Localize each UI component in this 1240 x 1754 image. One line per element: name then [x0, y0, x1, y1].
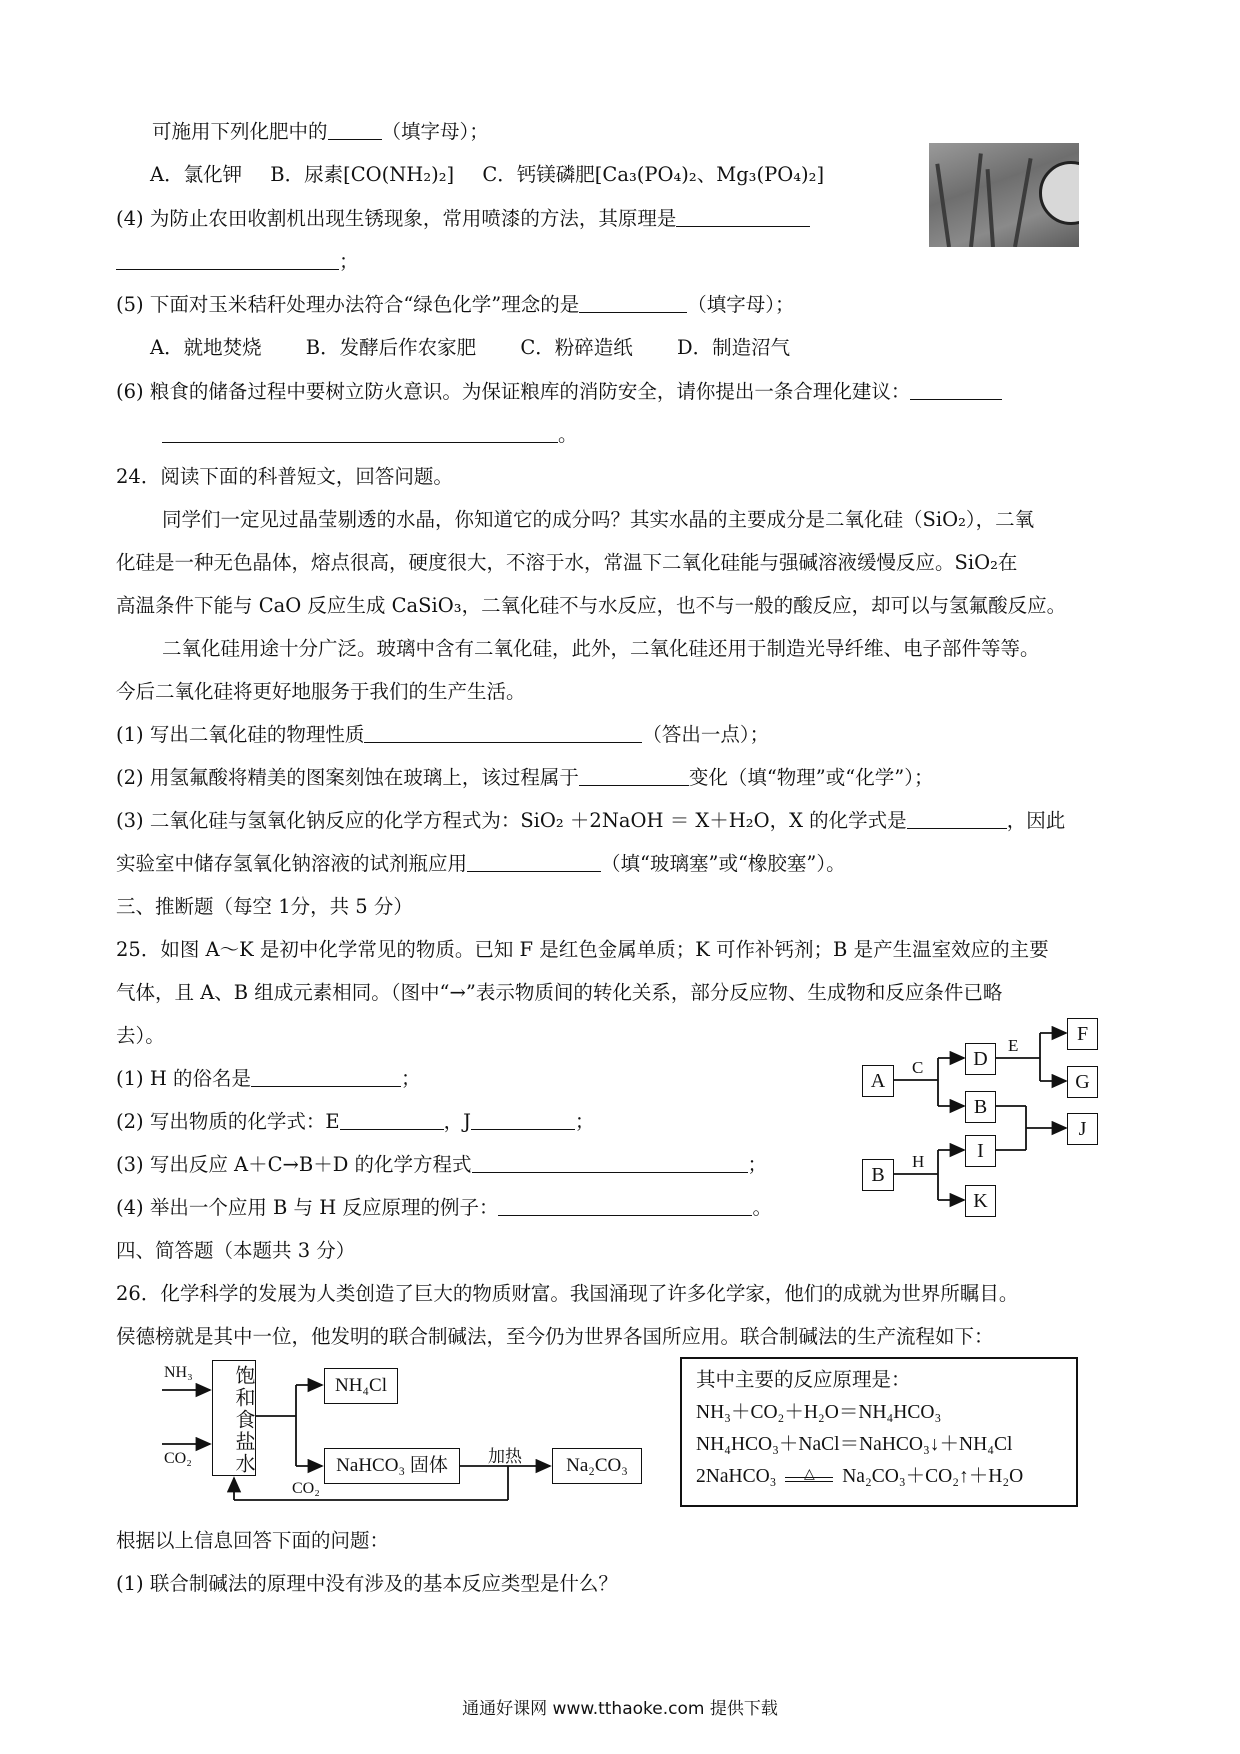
q25-4-text: (4) 举出一个应用 B 与 H 反应原理的例子： — [116, 1196, 499, 1219]
answer-blank[interactable] — [364, 722, 642, 743]
reaction-2: NH₄HCO₃＋NaCl＝NaHCO₃↓＋NH₄Cl — [696, 1434, 1013, 1455]
q23-6 — [116, 378, 1002, 406]
q24-1 — [116, 721, 769, 749]
corn-field-photo — [929, 143, 1079, 247]
q24-para2-line1: 二氧化硅用途十分广泛。玻璃中含有二氧化硅，此外，二氧化硅还用于制造光导纤维、电子部件等等。 — [162, 637, 1040, 660]
answer-blank[interactable] — [162, 422, 558, 443]
reaction-principle-box — [680, 1357, 1078, 1507]
answer-blank[interactable] — [579, 765, 689, 786]
node-k: K — [965, 1185, 996, 1217]
q24-para1-line2: 化硅是一种无色晶体，熔点很高，硬度很大，不溶于水，常温下二氧化硅能与强碱溶液缓慢反应。SiO₂在 — [116, 551, 1018, 574]
q23-6-text: (6) 粮食的储备过程中要树立防火意识。为保证粮库的消防安全，请你提出一条合理化建议： — [116, 380, 911, 403]
label-h: H — [912, 1152, 925, 1171]
q23-6-cont — [162, 421, 578, 449]
q25-4-end: 。 — [752, 1196, 772, 1219]
nahco3-solid: NaHCO₃ 固体 — [324, 1448, 460, 1484]
answer-blank[interactable] — [251, 1066, 401, 1087]
node-i: I — [965, 1135, 996, 1167]
answer-blank[interactable] — [471, 1109, 575, 1130]
q23-line1-text: 可施用下列化肥中的 — [152, 120, 328, 143]
section-3-heading: 三、推断题（每空 1分，共 5 分） — [116, 895, 413, 918]
co2-input-label: CO₂ — [164, 1450, 192, 1467]
heating-condition — [785, 1467, 833, 1482]
answer-blank[interactable] — [907, 808, 1007, 829]
answer-blank[interactable] — [340, 1109, 444, 1130]
q25-2-text: (2) 写出物质的化学式：E — [116, 1110, 340, 1133]
q24-3-cont-text: 实验室中储存氢氧化钠溶液的试剂瓶应用 — [116, 852, 468, 875]
section-4-heading: 四、简答题（本题共 3 分） — [116, 1239, 356, 1262]
option-c: C．粉碎造纸 — [520, 336, 633, 359]
q25-2-end: ； — [574, 1110, 595, 1133]
option-d: D．制造沼气 — [676, 336, 791, 359]
q24-1-end: （答出一点）； — [642, 723, 770, 746]
q24-2-text: (2) 用氢氟酸将精美的图案刻蚀在玻璃上，该过程属于 — [116, 766, 579, 789]
q23-4-cont — [116, 248, 359, 276]
q23-5-end: （填字母）； — [687, 293, 795, 316]
brine-tank: 饱和食盐水 — [212, 1360, 256, 1476]
answer-blank[interactable] — [467, 851, 601, 872]
answer-blank[interactable] — [676, 206, 810, 227]
reaction-box-title: 其中主要的反应原理是： — [696, 1370, 911, 1391]
q24-3-text: (3) 二氧化硅与氢氧化钠反应的化学方程式为：SiO₂ ＋2NaOH ＝ X＋H₂O，X 的化学式是 — [116, 809, 907, 832]
answer-blank[interactable] — [579, 292, 687, 313]
answer-blank[interactable] — [498, 1195, 752, 1216]
node-b: B — [965, 1091, 996, 1123]
q26-prompt: 根据以上信息回答下面的问题： — [116, 1529, 390, 1552]
co2-recycle-label: CO₂ — [292, 1480, 320, 1497]
q25-line3: 去）。 — [116, 1024, 165, 1047]
delta-symbol: △ — [803, 1467, 815, 1482]
node-a: A — [862, 1065, 894, 1097]
option-b: B．发酵后作农家肥 — [305, 336, 477, 359]
answer-blank[interactable] — [472, 1152, 748, 1173]
option-a: A．就地焚烧 — [150, 336, 262, 359]
reaction-1: NH₃＋CO₂＋H₂O＝NH₄HCO₃ — [696, 1402, 942, 1423]
q25-2-mid: ，J — [443, 1110, 471, 1133]
q25-4 — [116, 1194, 772, 1222]
answer-blank[interactable] — [910, 379, 1002, 400]
q24-para2-line2: 今后二氧化硅将更好地服务于我们的生产生活。 — [116, 680, 526, 703]
node-d: D — [965, 1043, 996, 1075]
q24-para1-line1: 同学们一定见过晶莹剔透的水晶，你知道它的成分吗？其实水晶的主要成分是二氧化硅（SiO₂），二氧 — [162, 508, 1035, 531]
node-g: G — [1067, 1066, 1098, 1098]
q23-4-text: (4) 为防止农田收割机出现生锈现象，常用喷漆的方法，其原理是 — [116, 207, 677, 230]
answer-blank[interactable] — [116, 249, 339, 270]
q24-2-end: 变化（填“物理”或“化学”）； — [688, 766, 934, 789]
q23-options — [150, 161, 824, 189]
q23-5-text: (5) 下面对玉米秸秆处理办法符合“绿色化学”理念的是 — [116, 293, 580, 316]
q23-6-end: 。 — [558, 423, 578, 446]
option-a: A．氯化钾 — [150, 163, 243, 186]
nh4cl-product: NH₄Cl — [324, 1368, 398, 1404]
q23-4-end: ； — [339, 250, 359, 273]
q26-line1: 26．化学科学的发展为人类创造了巨大的物质财富。我国涌现了许多化学家，他们的成就为世界所瞩目。 — [116, 1282, 1019, 1305]
q25-1-text: (1) H 的俗名是 — [116, 1067, 252, 1090]
q25-3-end: ； — [747, 1153, 768, 1176]
q23-line1-end: （填字母）； — [381, 120, 489, 143]
q25-3 — [116, 1151, 767, 1179]
q24-3 — [116, 807, 1065, 835]
q24-3-cont-end: （填“玻璃塞”或“橡胶塞”）。 — [601, 852, 846, 875]
q25-2 — [116, 1108, 594, 1136]
q25-line2: 气体，且 A、B 组成元素相同。（图中“→”表示物质间的转化关系，部分反应物、生成物和反应条件已略 — [116, 981, 1003, 1004]
node-j: J — [1067, 1113, 1098, 1145]
reaction-3 — [696, 1461, 1076, 1493]
q24-1-text: (1) 写出二氧化硅的物理性质 — [116, 723, 365, 746]
q23-4 — [116, 205, 810, 233]
q24-3-end: ，因此 — [1006, 809, 1066, 832]
node-f: F — [1067, 1018, 1098, 1050]
diagram-connectors — [860, 1014, 1150, 1224]
q26-1: (1) 联合制碱法的原理中没有涉及的基本反应类型是什么？ — [116, 1572, 618, 1595]
q25-line1: 25．如图 A～K 是初中化学常见的物质。已知 F 是红色金属单质；K 可作补钙剂；B 是产生温室效应的主要 — [116, 938, 1049, 961]
reaction-3-left: 2NaHCO₃ — [696, 1466, 777, 1487]
na2co3-product: Na₂CO₃ — [552, 1448, 642, 1484]
q25-relation-diagram — [860, 1014, 1150, 1224]
q24-3-cont — [116, 850, 846, 878]
q23-line1 — [152, 118, 489, 146]
q25-1-end: ； — [401, 1067, 421, 1090]
q26-line2: 侯德榜就是其中一位，他发明的联合制碱法，至今仍为世界各国所应用。联合制碱法的生产流程如下： — [116, 1325, 994, 1348]
corn-plant-inset — [1039, 161, 1079, 225]
q24-title: 24．阅读下面的科普短文，回答问题。 — [116, 465, 453, 488]
heating-label: 加热 — [488, 1447, 522, 1467]
q23-5 — [116, 291, 795, 319]
reaction-3-right: Na₂CO₃＋CO₂↑＋H₂O — [842, 1466, 1024, 1487]
answer-blank[interactable] — [328, 119, 382, 140]
option-b: B．尿素[CO(NH₂)₂] — [270, 163, 455, 186]
option-c: C．钙镁磷肥[Ca₃(PO₄)₂、Mg₃(PO₄)₂] — [482, 163, 825, 186]
q24-2 — [116, 764, 933, 792]
q25-3-text: (3) 写出反应 A＋C→B＋D 的化学方程式 — [116, 1153, 472, 1176]
label-e: E — [1008, 1036, 1019, 1055]
q25-1 — [116, 1065, 421, 1093]
page-footer: 通通好课网 www.tthaoke.com 提供下载 — [462, 1699, 778, 1719]
q24-para1-line3: 高温条件下能与 CaO 反应生成 CaSiO₃，二氧化硅不与水反应，也不与一般的酸反应，却可以与氢氟酸反应。 — [116, 594, 1067, 617]
soda-process-flowchart — [160, 1360, 650, 1512]
nh3-input-label: NH₃ — [164, 1364, 193, 1381]
label-c: C — [912, 1058, 924, 1077]
q23-5-options — [150, 334, 790, 362]
node-b-second: B — [862, 1159, 894, 1191]
